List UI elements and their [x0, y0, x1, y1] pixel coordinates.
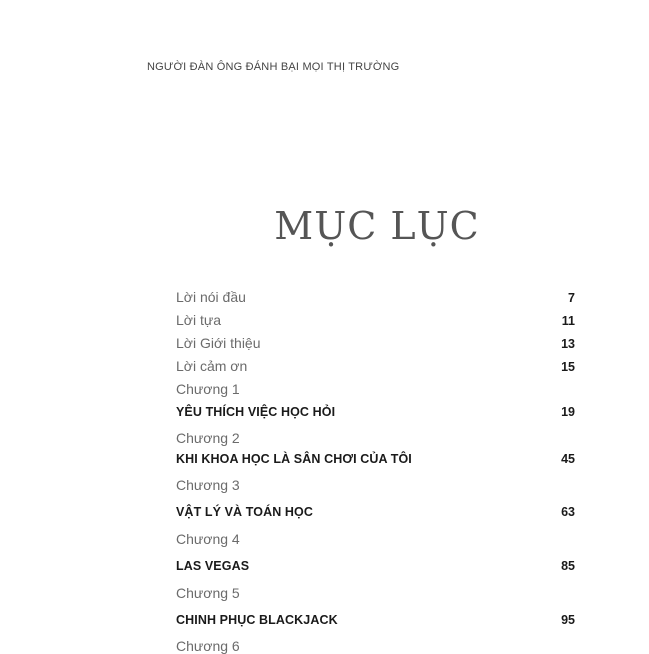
- toc-entry-chapter-4: [176, 559, 575, 573]
- toc-entry-page: 45: [561, 452, 575, 466]
- toc-entry-label: Lời nói đầu: [176, 289, 246, 305]
- running-head: NGƯỜI ĐÀN ÔNG ĐÁNH BẠI MỌI THỊ TRƯỜNG: [147, 61, 400, 73]
- chapter-title: CHINH PHỤC BLACKJACK: [176, 613, 338, 627]
- chapter-title: YÊU THÍCH VIỆC HỌC HỎI: [176, 405, 336, 419]
- toc-entry-front-2: [176, 312, 575, 328]
- chapter-number-label: Chương 4: [176, 531, 240, 547]
- toc-entry-page: 95: [561, 613, 575, 627]
- toc-entry-chapter-5: [176, 613, 575, 627]
- chapter-number: [176, 531, 575, 547]
- chapter-title: VẬT LÝ VÀ TOÁN HỌC: [176, 505, 313, 519]
- chapter-number: [176, 585, 575, 601]
- toc-entry-chapter-1: [176, 405, 575, 419]
- chapter-number-label: Chương 2: [176, 430, 240, 446]
- chapter-title: KHI KHOA HỌC LÀ SÂN CHƠI CỦA TÔI: [176, 452, 412, 466]
- toc-entry-label: Lời tựa: [176, 312, 222, 328]
- chapter-number: [176, 477, 575, 493]
- toc-entry-page: 19: [561, 405, 575, 419]
- toc-title: MỤC LỤC: [274, 204, 480, 248]
- chapter-number: [176, 430, 575, 446]
- toc-entry-chapter-2: [176, 452, 575, 466]
- toc-entry-front-4: [176, 358, 575, 374]
- chapter-number-label: Chương 5: [176, 585, 240, 601]
- toc-entry-page: 7: [568, 291, 575, 305]
- toc-entry-page: 85: [561, 559, 575, 573]
- toc-entry-front-1: [176, 289, 575, 305]
- chapter-number: [176, 638, 575, 654]
- toc-entry-page: 13: [561, 337, 575, 351]
- toc-entry-page: 11: [561, 314, 575, 328]
- chapter-number-label: Chương 3: [176, 477, 240, 493]
- chapter-title: LAS VEGAS: [176, 559, 250, 573]
- toc-entry-page: 15: [561, 360, 575, 374]
- toc-entry-chapter-3: [176, 505, 575, 519]
- chapter-number-label: Chương 6: [176, 638, 240, 654]
- toc-entry-label: Lời cảm ơn: [176, 358, 248, 374]
- chapter-number: [176, 381, 575, 397]
- toc-entry-page: 63: [561, 505, 575, 519]
- toc-entry-label: Lời Giới thiệu: [176, 335, 261, 351]
- chapter-number-label: Chương 1: [176, 381, 240, 397]
- toc-entry-front-3: [176, 335, 575, 351]
